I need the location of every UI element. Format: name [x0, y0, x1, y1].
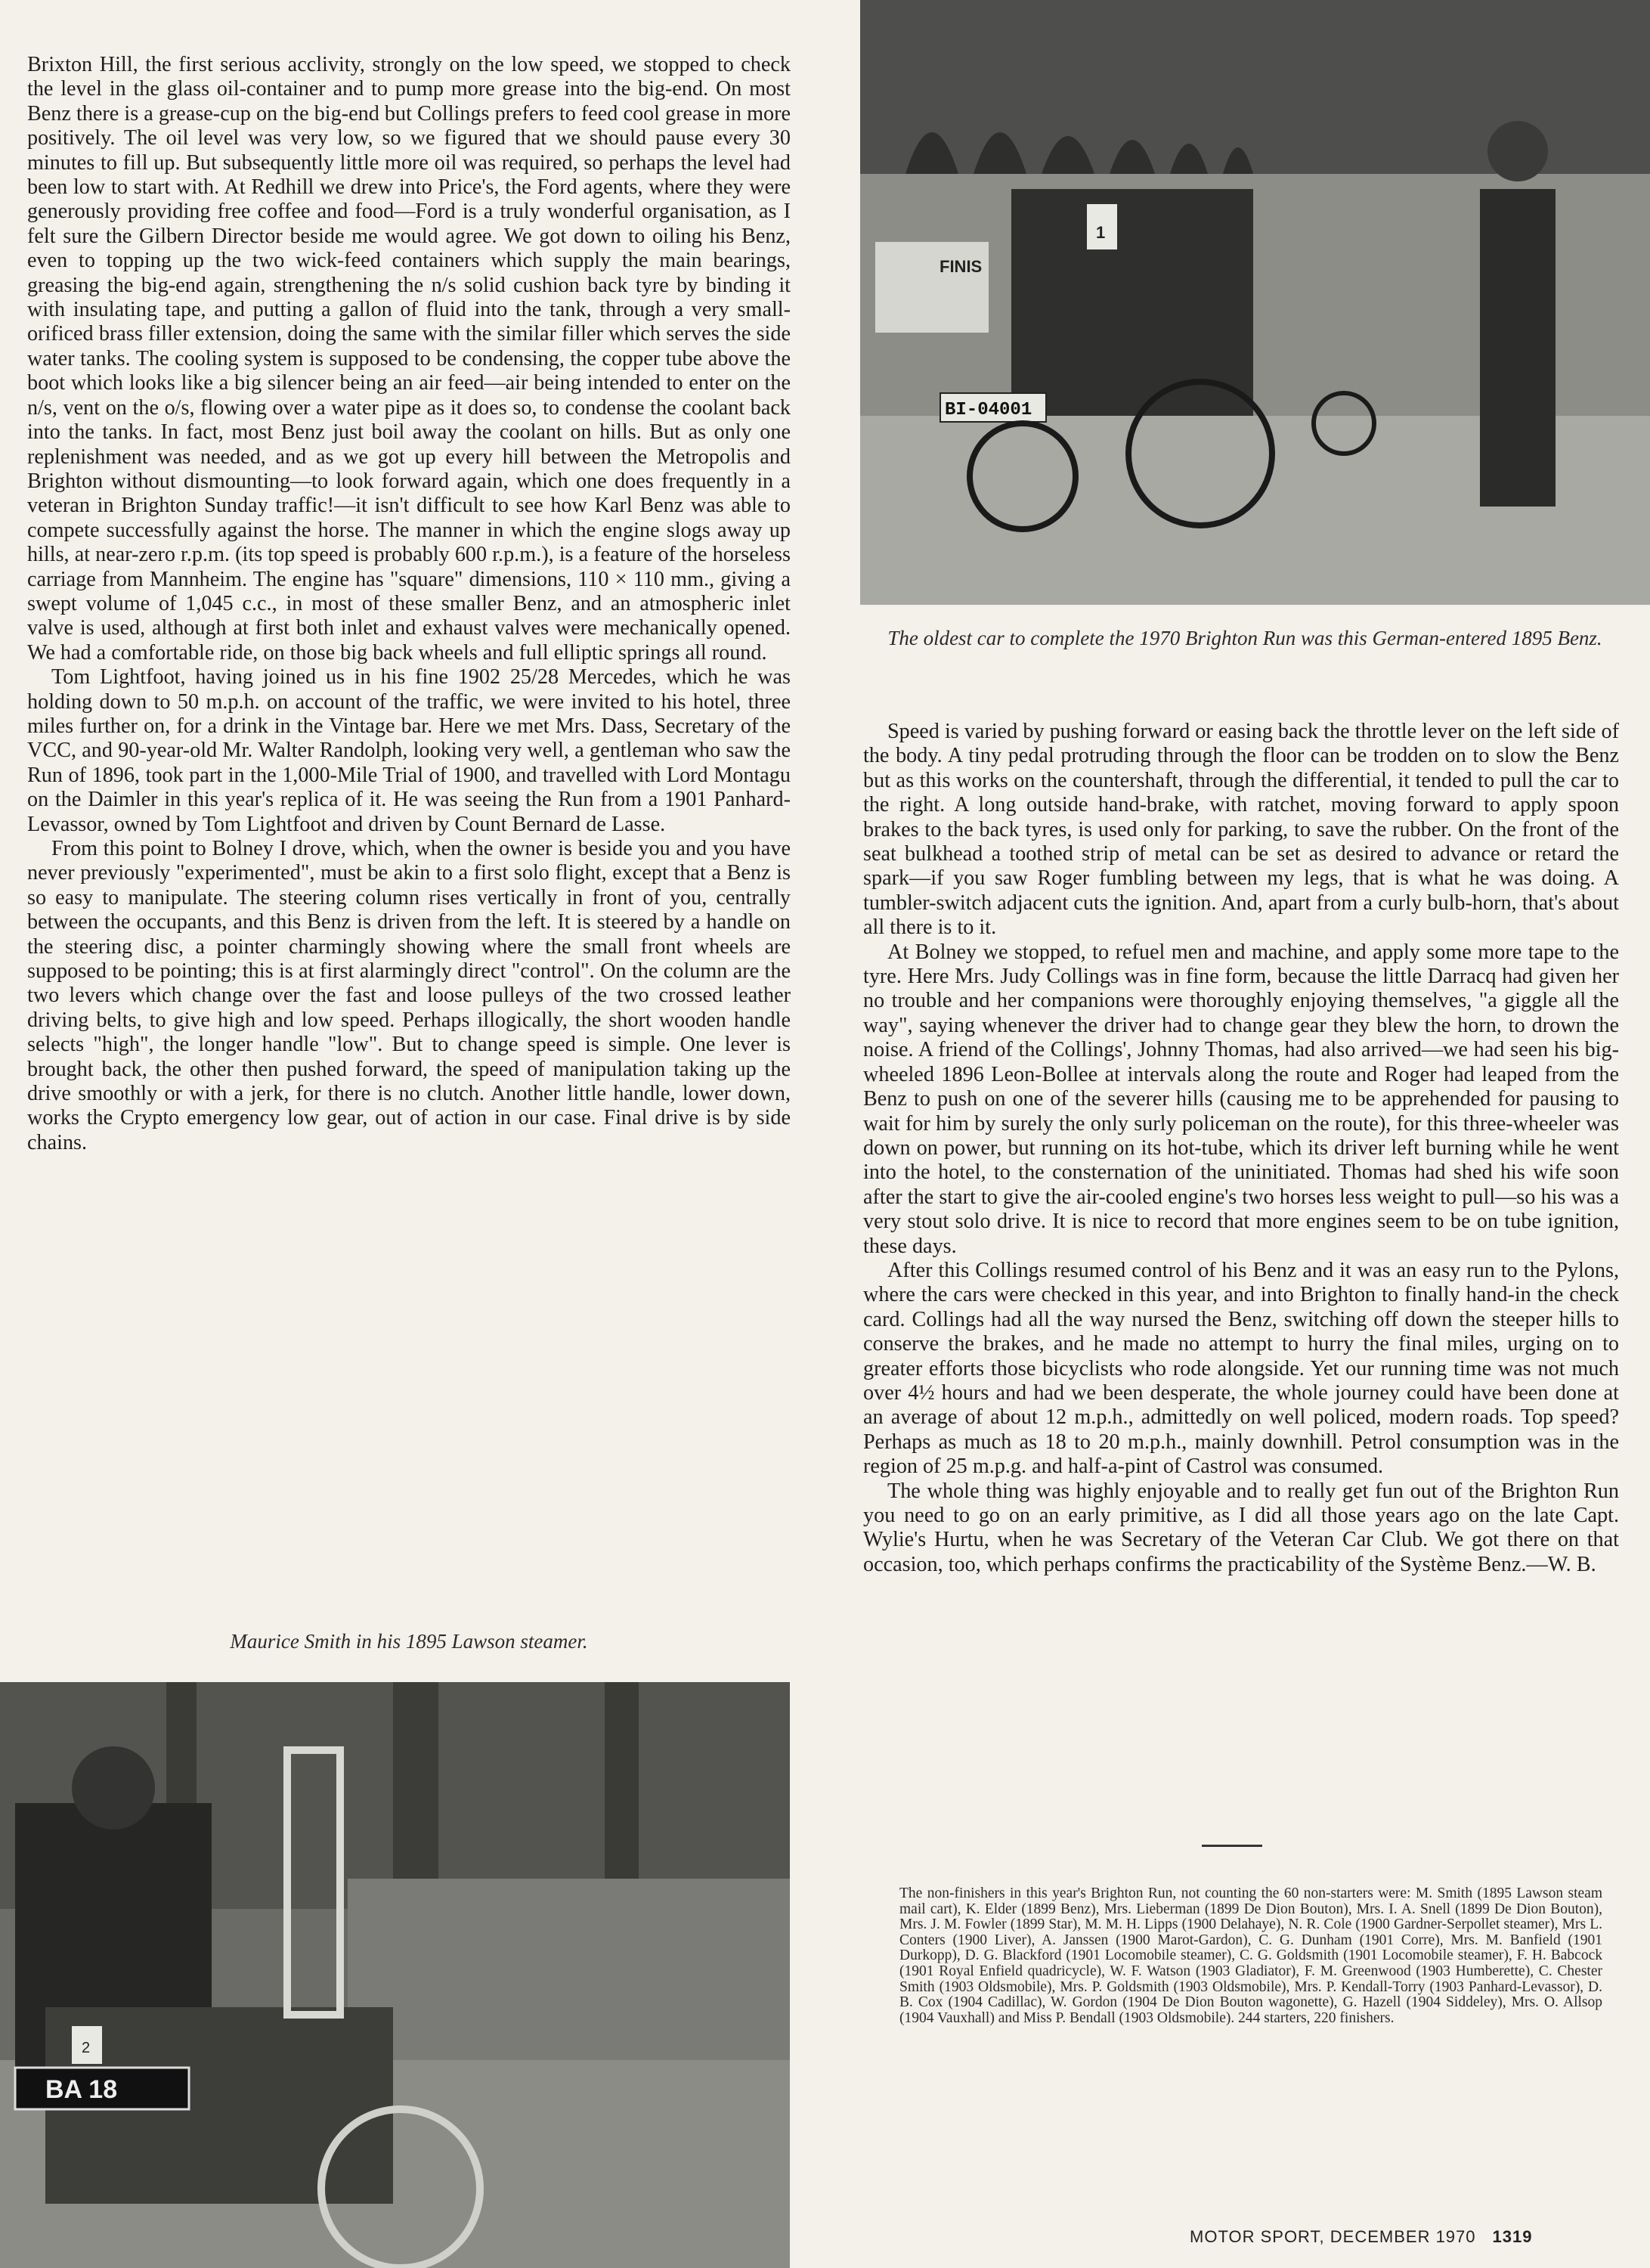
paragraph: Tom Lightfoot, having joined us in his fine 1902 25/28 Mercedes, which he was holding down to 50 m.p.h. on account of the traffic, we were invited to his hotel, three miles further on, for a drink in the Vintage bar. Here we met Mrs. Dass, Secretary of the VCC, and 90-year-old Mr. Walter Randolph, looking very well, a gentleman who saw the Run of 1896, took part in the 1,000-Mile Trial of 1900, and travelled with Lord Montagu on the Daimler in this year's replica of it. He was seeing the Run from a 1901 Panhard-Levassor, owned by Tom Lightfoot and driven by Count Bernard de Lasse. [27, 665, 791, 836]
footnote-non-finishers: The non-finishers in this year's Brighton Run, not counting the 60 non-starters were: M. Smith (1895 Lawson steam mail cart), K. Elder (1899 Benz), Mrs. Lieberman (1899 De Dion Bouton), Mrs. I. A. Snell (1899 De Dion Bouton), Mrs. J. M. Fowler (1899 Star), M. M. H. Lipps (1900 Delahaye), N. R. Cole (1900 Gardner-Serpollet steamer), Mrs L. Conters (1900 Liver), A. Janssen (1900 Marot-Gardon), C. G. Dunham (1901 Corre), Mrs. M. Banfield (1901 Durkopp), D. G. Blackford (1901 Locomobile steamer), C. G. Goldsmith (1901 Locomobile steamer), F. H. Babcock (1901 Royal Enfield quadricycle), W. F. Watson (1903 Gladiator), F. M. Greenwood (1903 Humberette), C. Chester Smith (1903 Oldsmobile), Mrs. P. Goldsmith (1903 Oldsmobile), Mrs. P. Kendall-Torry (1903 Panhard-Levassor), D. B. Cox (1904 Cadillac), W. Gordon (1904 De Dion Bouton wagonette), G. Hazell (1904 Siddeley), Mrs. O. Allsop (1904 Vauxhall) and Miss P. Bendall (1903 Oldsmobile). 244 starters, 220 finishers. [899, 1885, 1602, 2026]
caption-benz: The oldest car to complete the 1970 Brighton Run was this German-entered 1895 Benz. [887, 627, 1602, 649]
paragraph: Speed is varied by pushing forward or easing back the throttle lever on the left side of the body. A tiny pedal protruding through the floor can be trodden on to slow the Benz but as this works on the countershaft, through the differential, it tended to pull the car to the right. A long outside hand-brake, with ratchet, moving forward to apply spoon brakes to the back tyres, is used only for parking, to save the rubber. On the front of the seat bulkhead a toothed strip of metal can be set as desired to advance or retard the spark—if you saw Roger fumbling between my legs, that is what he was doing. A tumbler-switch adjacent cuts the ignition. And, apart from a curly bulb-horn, that's about all there is to it. [863, 720, 1619, 940]
steamer-number: 2 [82, 2040, 91, 2056]
car-number: 1 [1096, 223, 1106, 242]
paragraph: The whole thing was highly enjoyable and to really get fun out of the Brighton Run you need to go on an early primitive, as I did all those years ago on the late Capt. Wylie's Hurtu, when he was Secretary of the Veteran Car Club. We got there on that occasion, too, which perhaps confirms the practicability of the Système Benz.—W. B. [863, 1479, 1619, 1576]
photo-lawson [0, 1682, 790, 2268]
page-footer [1190, 2227, 1532, 2247]
paragraph: From this point to Bolney I drove, which, when the owner is beside you and you have never previously "experimented", must be akin to a first solo flight, except that a Benz is so easy to manipulate. The steering column rises vertically in front of you, centrally between the occupants, and this Benz is driven from the left. It is steered by a handle on the steering disc, a pointer charmingly showing where the small front wheels are supposed to be pointing; this is at first alarmingly direct "control". On the column are the two levers which change over the fast and loose pulleys of the two crossed leather driving belts, to give high and low speed. Perhaps illogically, the short wooden handle selects "high", the longer handle "low". But to change speed is simple. One lever is brought back, the other then pushed forward, the speed of manipulation taking up the drive smoothly or with a jerk, for there is no clutch. Another little handle, lower down, works the Crypto emergency low gear, out of action in our case. Final drive is by side chains. [27, 837, 791, 1154]
publication-name: MOTOR SPORT, DECEMBER 1970 [1190, 2227, 1476, 2246]
photo-benz [860, 0, 1650, 605]
finish-sign: FINIS [940, 257, 983, 276]
article-left-column [27, 53, 791, 1155]
lawson-photo-illustration [0, 1682, 790, 2268]
paragraph: At Bolney we stopped, to refuel men and machine, and apply some more tape to the tyre. Here Mrs. Judy Collings was in fine form, because the little Darracq had given her no trouble and her companions were thoroughly enjoying themselves, "a giggle all the way", saying whenever the driver had to change gear they blew the horn, to drown the noise. A friend of the Collings', Johnny Thomas, had also arrived—we had seen his big-wheeled 1896 Leon-Bollee at intervals along the route and Roger had leaped from the Benz to push on one of the severer hills (causing me to be apprehended for pausing to wait for him by surely the only surly policeman on the route), for this three-wheeler was down on power, but running on its hot-tube, which its driver left burning while he went into the hotel, to the consternation of the uninitiated. Thomas had shed his wife soon after the start to give the air-cooled engine's two horses less weight to pull—so his was a very stout solo drive. It is nice to record that more engines seem to be on tube ignition, these days. [863, 940, 1619, 1258]
paragraph: Brixton Hill, the first serious acclivity, strongly on the low speed, we stopped to check the level in the glass oil-container and to pump more grease into the big-end. On most Benz there is a grease-cup on the big-end but Collings prefers to feed cool grease in more positively. The oil level was very low, so we figured that we should pause every 30 minutes to fill up. But subsequently little more oil was required, so perhaps the level had been low to start with. At Redhill we drew into Price's, the Ford agents, where they were generously providing free coffee and food—Ford is a truly wonderful organisation, as I felt sure the Gilbern Director beside me would agree. We got down to oiling his Benz, even to topping up the two wick-feed containers which supply the main bearings, greasing the big-end again, strengthening the n/s solid cushion back tyre by binding it with insulating tape, and putting a gallon of fluid into the tank, through a very small-orificed brass filler extension, doing the same with the similar filler which serves the side water tanks. The cooling system is supposed to be condensing, the copper tube above the boot which looks like a big silencer being an air feed—air being intended to enter on the n/s, vent on the o/s, flowing over a water pipe as it does so, to condense the coolant back into the tanks. In fact, most Benz just boil away the coolant on hills. But as only one replenishment was needed, and as we got up every hill between the Metropolis and Brighton without dismounting—to look forward again, which one does frequently in a veteran in Brighton Sunday traffic!—it isn't difficult to see how Karl Benz was able to compete successfully against the horse. The manner in which the engine slogs away up hills, at near-zero r.p.m. (its top speed is probably 600 r.p.m.), is a feature of the horseless carriage from Mannheim. The engine has "square" dimensions, 110 × 110 mm., giving a swept volume of 1,045 c.c., in most of these smaller Benz, and an atmospheric inlet valve is used, although at first both inlet and exhaust valves were mechanically opened. We had a comfortable ride, on those big back wheels and full elliptic springs all round. [27, 53, 791, 665]
benz-photo-illustration [860, 0, 1650, 605]
article-right-column [863, 720, 1619, 1577]
footnote-divider [1202, 1845, 1262, 1847]
page-number: 1319 [1492, 2227, 1533, 2246]
paragraph: After this Collings resumed control of his Benz and it was an easy run to the Pylons, where the cars were checked in this year, and into Brighton to finally hand-in the check card. Collings had all the way nursed the Benz, switching off down the steeper hills to conserve the brakes, and he made no attempt to hurry the final miles, urging on to greater efforts those bicyclists who rode alongside. Yet our running time was not much over 4½ hours and had we been desperate, the whole journey could have been done at an average of about 12 m.p.h., admittedly on well policed, modern roads. Top speed? Perhaps as much as 18 to 20 m.p.h., mainly downhill. Petrol consumption was in the region of 25 m.p.g. and half-a-pint of Castrol was consumed. [863, 1258, 1619, 1479]
benz-plate: BI-04001 [945, 400, 1032, 420]
caption-lawson: Maurice Smith in his 1895 Lawson steamer. [230, 1630, 588, 1653]
lawson-plate: BA 18 [45, 2075, 118, 2104]
